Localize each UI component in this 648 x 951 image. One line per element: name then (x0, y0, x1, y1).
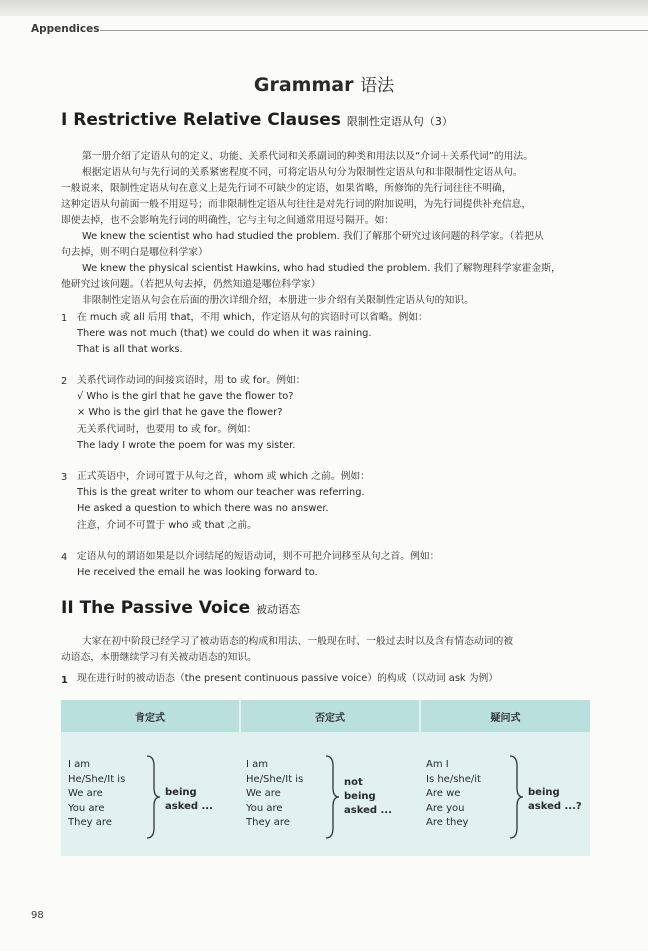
page-title (0, 71, 648, 96)
subject: Am I (426, 759, 449, 770)
section2-heading-cn: 被动语态 (256, 603, 301, 616)
section1-intro (61, 149, 601, 309)
intro-line: 这种定语从句前面一般不用逗号；而非限制性定语从句往往是对先行词的附加说明，为先行词提供补充信息， (61, 199, 532, 210)
intro-line: 他研究过该问题。（若把从句去掉，仍然知道是哪位科学家） (61, 279, 321, 290)
intro-line: 一般说来，限制性定语从句在意义上是先行词不可缺少的定语，如果省略，所修饰的先行词往往不明确， (61, 183, 512, 194)
item-number: 4 (61, 552, 68, 563)
subject: He/She/It is (68, 773, 126, 785)
header-affirmative: 肯定式 (61, 700, 240, 732)
verb-word: being (344, 791, 376, 802)
item-number: 1 (61, 675, 68, 686)
header-interrogative: 疑问式 (420, 700, 590, 732)
page-title-en: Grammar (253, 74, 354, 96)
subject: Is he/she/it (426, 773, 481, 785)
verb-phrase (528, 786, 582, 814)
item-line: That is all that works. (77, 344, 183, 356)
intro-line: We knew the physical scientist Hawkins, who had studied the problem. 我们了解物理科学家霍金斯， (82, 263, 561, 274)
header-rule (100, 30, 648, 31)
intro-line: 根据定语从句与先行词的关系紧密程度不同，可将定语从句分为限制性定语从句和非限制性定语从句。 (82, 167, 523, 178)
section2-heading-en: II The Passive Voice (61, 598, 251, 618)
section2-intro (61, 634, 601, 666)
passive-conjugation-table (61, 700, 590, 856)
list-item (77, 549, 439, 581)
intro-line: 非限制性定语从句会在后面的册次详细介绍，本册进一步介绍有关限制性定语从句的知识。 (82, 295, 474, 306)
item-line: 定语从句的谓语如果是以介词结尾的短语动词，则不可把介词移至从句之首。例如： (77, 551, 440, 562)
page-top-band (0, 0, 648, 16)
running-header: Appendices (31, 23, 100, 35)
right-brace-icon (145, 754, 161, 840)
subject: We are (68, 788, 103, 800)
section1-heading-en: I Restrictive Relative Clauses (61, 110, 341, 130)
table-header-row (61, 700, 590, 732)
item-line: √ Who is the girl that he gave the flower to? (77, 391, 294, 403)
list-item (77, 373, 306, 454)
item-line: 注意，介词不可置于 who 或 that 之前。 (77, 519, 257, 531)
subject: Are we (426, 788, 461, 800)
passive-item-text: 现在进行时的被动语态（the present continuous passive voice）的构成（以动词 ask 为例） (77, 673, 499, 684)
verb-word: not (344, 777, 363, 788)
item-number: 2 (61, 376, 68, 387)
intro-line: 第一册介绍了定语从句的定义、功能、关系代词和关系副词的种类和用法以及“介词＋关系代词”的用法。 (82, 151, 534, 162)
list-item (77, 469, 370, 534)
item-number: 3 (61, 472, 68, 483)
item-line: This is the great writer to whom our teacher was referring. (77, 487, 365, 499)
header-negative: 否定式 (240, 700, 420, 732)
subject-list (246, 758, 303, 831)
affirmative-cell (61, 732, 240, 856)
verb-word: being (528, 787, 560, 798)
item-line: × Who is the girl that he gave the flower? (77, 407, 283, 419)
item-line: 关系代词作动词的间接宾语时，用 to 或 for。例如： (77, 375, 306, 386)
right-brace-icon (324, 754, 340, 840)
item-line: The lady I wrote the poem for was my sister. (77, 439, 296, 451)
verb-word: asked ... (344, 805, 392, 816)
intro-line: 动语态，本册继续学习有关被动语态的知识。 (61, 652, 257, 663)
subject: We are (246, 788, 281, 800)
item-line: 无关系代词时，也要用 to 或 for。例如： (77, 423, 257, 435)
verb-word: asked ...? (528, 801, 582, 812)
section1-heading (61, 110, 453, 130)
page-number: 98 (31, 910, 44, 921)
subject: Are they (426, 817, 469, 829)
subject: Are you (426, 802, 465, 814)
intro-line: We knew the scientist who had studied the problem. 我们了解那个研究过该问题的科学家。（若把从 (82, 231, 544, 242)
negative-cell (240, 732, 420, 856)
verb-word: asked ... (165, 801, 213, 812)
intro-line: 即使去掉，也不会影响先行词的明确性，它与主句之间通常用逗号隔开。如： (61, 215, 395, 226)
table-row (61, 732, 590, 856)
item-line: 正式英语中，介词可置于从句之首，whom 或 which 之前。例如： (77, 471, 370, 482)
list-item (77, 310, 428, 359)
subject: I am (68, 759, 90, 770)
verb-phrase (344, 776, 392, 818)
item-line: He asked a question to which there was no answer. (77, 503, 329, 515)
subject: He/She/It is (246, 773, 304, 785)
item-line: 在 much 或 all 后用 that，不用 which，作定语从句的宾语时可以省略。例如： (77, 312, 428, 323)
subject-list (68, 758, 125, 831)
subject: They are (68, 817, 112, 829)
subject: They are (246, 817, 290, 829)
section1-heading-cn: 限制性定语从句（3） (346, 115, 453, 128)
right-brace-icon (508, 754, 524, 840)
item-line: He received the email he was looking forward to. (77, 567, 318, 579)
subject-list (426, 758, 481, 831)
section2-heading (61, 598, 300, 618)
page-title-cn: 语法 (360, 76, 395, 96)
subject: I am (246, 759, 268, 770)
subject: You are (68, 802, 105, 814)
verb-phrase (165, 786, 213, 814)
subject: You are (246, 802, 283, 814)
verb-word: being (165, 787, 197, 798)
interrogative-cell (420, 732, 590, 856)
intro-line: 句去掉，则不明白是哪位科学家） (61, 247, 208, 258)
item-line: There was not much (that) we could do when it was raining. (77, 328, 372, 340)
item-number: 1 (61, 313, 68, 324)
intro-line: 大家在初中阶段已经学习了被动语态的构成和用法、一般现在时、一般过去时以及含有情态动词的被 (82, 636, 514, 647)
